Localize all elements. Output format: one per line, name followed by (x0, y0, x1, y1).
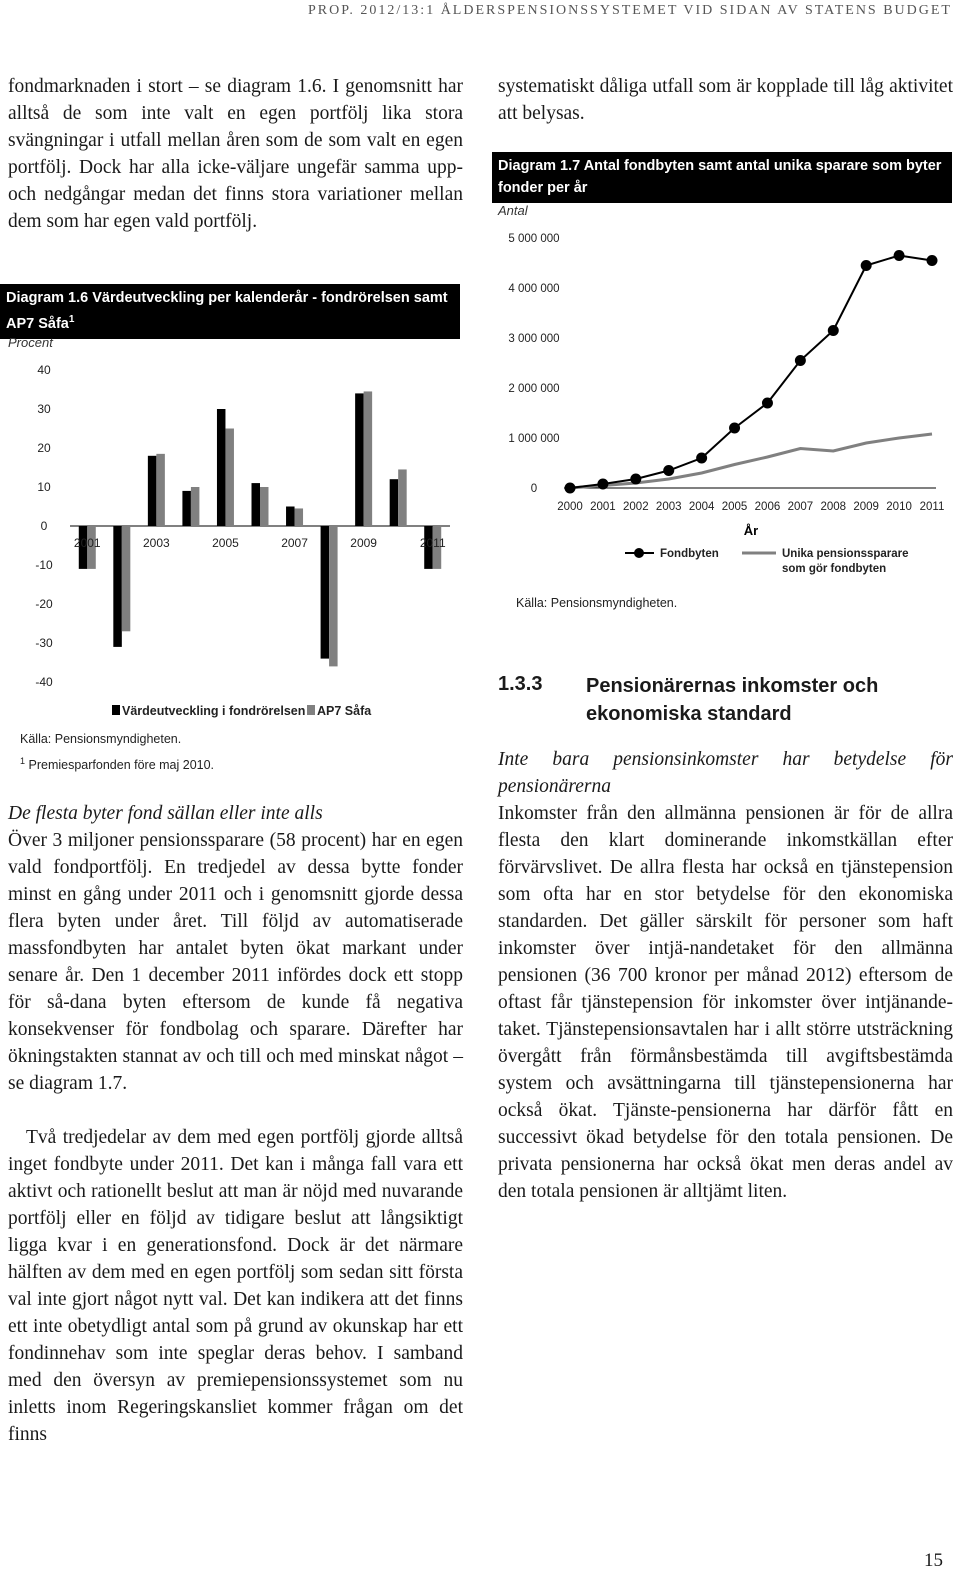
line-x-tick-label: 2004 (688, 501, 715, 513)
line-legend-marker (634, 548, 644, 558)
bar-2007-ap7-safa (295, 508, 304, 526)
line-legend (625, 548, 909, 575)
diagram-1-7-unit: Antal (498, 203, 528, 218)
bar-y-tick-label: 40 (37, 363, 51, 377)
line-x-tick-label: 2010 (886, 501, 912, 513)
section-number: 1.3.3 (498, 673, 543, 695)
bar-x-tick-label: 2011 (419, 536, 446, 550)
diagram-1-6-footnote (20, 756, 214, 772)
line-x-tick-label: 2000 (557, 501, 583, 513)
bar-2010-ap7-safa (398, 469, 407, 526)
left-paragraph-2: Två tredjedelar av dem med egen portfölj gjorde alltså inget fondbyte under 2011. Det kan i många fall vara ett aktivt och rationellt beslut att man är nöjd med nuvarande portfölj eller en följd av tidigare beslut att långsiktigt ligga kvar i en generationsfond. Dock är det närmare hälften av dem med en egen portfölj som sedan sitt första val inte gjort något nytt val. Det kan indikera att det finns ett inte obetydligt antal som på grund av okunskap har ett fondinnehav som inte speglar deras behov. I samband med den översyn av premiepensionssystemet som nu inletts inom Regeringskansliet kommer frågan om det finns (8, 1127, 463, 1445)
line-x-ticks (557, 501, 944, 513)
line-chart-1-7 (492, 220, 960, 590)
bar-chart-1-6 (0, 352, 470, 732)
diagram-1-7-source: Källa: Pensionsmyndigheten. (516, 596, 678, 610)
bar-2009-fondrorelsen (355, 393, 364, 526)
line-x-tick-label: 2007 (787, 501, 814, 513)
bar-2006-ap7-safa (260, 487, 269, 526)
bar-x-tick-label: 2009 (350, 536, 377, 550)
bar-2003-ap7-safa (156, 454, 165, 526)
line-x-label: År (743, 523, 759, 538)
bar-2002-fondrorelsen (113, 526, 122, 647)
bar-y-tick-label: 0 (40, 519, 48, 533)
bar-2002-ap7-safa (122, 526, 130, 631)
bar-y-tick-label: 10 (37, 480, 51, 494)
line-point-2004 (696, 453, 707, 464)
bar-2006-fondrorelsen (252, 483, 261, 526)
line-y-ticks (508, 233, 559, 495)
bar-2008-fondrorelsen (321, 526, 330, 659)
line-x-tick-label: 2002 (623, 501, 649, 513)
bar-x-tick-label: 2003 (143, 536, 170, 550)
intro-paragraph-right: systematiskt dåliga utfall som är kopplade till låg aktivitet att belysas. (498, 76, 953, 124)
bar-legend-label: AP7 Såfa (317, 704, 372, 718)
line-x-tick-label: 2005 (721, 501, 748, 513)
bar-legend-label: Värdeutveckling i fondrörelsen (122, 704, 306, 718)
bar-y-tick-label: -40 (35, 675, 53, 689)
bar-y-tick-label: 20 (37, 441, 51, 455)
line-point-2001 (597, 479, 608, 490)
right-paragraph-1: Inkomster från den allmänna pensionen är för de allra flesta den klart dominerande inkomstkällan efter förvärvslivet. De allra flesta har också en tjänstepension som ofta har en stor betydelse för den ekonomiska standarden. Det gäller särskilt för personer som haft inkomster över intjä-nandetaket för den allmänna pensionen (36 700 kronor per månad 2012) eftersom de oftast får tjänstepension för inkomster över intjänande-taket. Tjänstepensionsavtalen har i allt större utsträckning övergått från förmånsbestämda till avgiftsbestämda system och avsättningarna till tjänstepensionerna har också ökat. Tjänste-pensionerna har därför fått en successivt ökad betydelse för den totala pensionen. De privata pensionerna har också ökat men deras andel av den totala pensionen är alltjämt liten. (498, 803, 953, 1202)
line-point-2002 (630, 474, 641, 485)
line-legend-label-fondbyten: Fondbyten (660, 548, 719, 560)
line-x-tick-label: 2006 (754, 501, 781, 513)
line-x-tick-label: 2001 (590, 501, 616, 513)
footnote-text: Premiesparfonden före maj 2010. (28, 758, 215, 773)
bar-y-ticks (35, 363, 53, 689)
line-point-2003 (663, 465, 674, 476)
bar-2007-fondrorelsen (286, 507, 295, 527)
bar-legend-swatch (307, 705, 315, 715)
line-y-tick-label: 2 000 000 (508, 383, 560, 395)
line-y-tick-label: 5 000 000 (508, 233, 560, 245)
line-x-tick-label: 2009 (853, 501, 879, 513)
line-point-2010 (894, 250, 905, 261)
diagram-1-6-title-text: Diagram 1.6 Värdeutveckling per kalenderår - fondrörelsen samt AP7 Såfa (6, 290, 448, 332)
bar-x-tick-label: 2001 (73, 536, 101, 550)
line-point-2008 (828, 325, 839, 336)
line-x-tick-label: 2011 (919, 501, 945, 513)
line-point-2006 (762, 398, 773, 409)
diagram-1-6-title-sup: 1 (68, 314, 75, 325)
bar-2003-fondrorelsen (148, 456, 157, 526)
line-point-2000 (565, 483, 576, 494)
diagram-1-6-unit: Procent (8, 335, 53, 350)
bar-x-tick-label: 2005 (212, 536, 239, 550)
bar-marks (79, 391, 441, 666)
bar-y-tick-label: -20 (35, 597, 53, 611)
diagram-1-6-source: Källa: Pensionsmyndigheten. (20, 732, 182, 746)
bar-2005-ap7-safa (225, 429, 234, 527)
bar-2009-ap7-safa (364, 391, 373, 526)
bar-y-tick-label: 30 (37, 402, 51, 416)
line-point-2009 (861, 260, 872, 271)
line-x-tick-label: 2003 (655, 501, 682, 513)
line-y-tick-label: 0 (530, 483, 538, 495)
diagram-1-7-title: Diagram 1.7 Antal fondbyten samt antal unika sparare som byter fonder per år (492, 152, 952, 203)
bar-2004-fondrorelsen (182, 491, 191, 526)
bar-legend (112, 704, 372, 718)
running-header: PROP. 2012/13:1 ÅLDERSPENSIONSSYSTEMET VID SIDAN AV STATENS BUDGET (307, 3, 952, 18)
left-subheading: De flesta byter fond sällan eller inte alls (8, 803, 323, 824)
diagram-1-6-title (0, 284, 460, 339)
line-legend-label-unika: Unika pensionssparare som gör fondbyten (782, 548, 909, 575)
bar-2010-fondrorelsen (390, 479, 399, 526)
line-point-2011 (927, 255, 938, 266)
bar-2004-ap7-safa (191, 487, 200, 526)
bar-y-tick-label: -30 (35, 636, 53, 650)
line-point-2007 (795, 355, 806, 366)
page-number: 15 (924, 1550, 943, 1571)
bar-2008-ap7-safa (329, 526, 338, 666)
bar-2005-fondrorelsen (217, 409, 226, 526)
footnote-sup: 1 (20, 756, 26, 766)
line-y-tick-label: 4 000 000 (508, 283, 560, 295)
line-y-tick-label: 1 000 000 (508, 433, 560, 445)
right-subheading: Inte bara pensionsinkomster har betydelse för pensionärerna (498, 749, 953, 797)
line-marks (565, 250, 938, 494)
bar-y-tick-label: -10 (35, 558, 53, 572)
line-point-2005 (729, 423, 740, 434)
line-y-tick-label: 3 000 000 (508, 333, 560, 345)
line-x-tick-label: 2008 (820, 501, 847, 513)
intro-paragraph-left: fondmarknaden i stort – se diagram 1.6. I genomsnitt har alltså de som inte valt en egen portfölj lika stora svängningar i utfall mellan åren som de som valt en egen portfölj. Dock har alla icke-väljare ungefär samma upp- och nedgångar medan det finns stora variationer mellan dem som har egen vald portfölj. (8, 76, 463, 232)
line-series-fondbyten (570, 256, 932, 489)
section-title: Pensionärernas inkomster och ekonomiska standard (586, 675, 879, 725)
left-paragraph-1: Över 3 miljoner pensionssparare (58 procent) har en egen vald fondportfölj. En tredjedel av dessa bytte fonder minst en gång under 2011 och i genomsnitt gjorde dessa flera byten under året. Till följd av automatiserade massfondbyten har antalet byten ökat markant under senare år. Den 1 december 2011 infördes dock ett stopp för så-dana byten eftersom de kunde få negativa konsekvenser för fondbolag och sparare. Därefter har ökningstakten stannat av och till och med minskat något – se diagram 1.7. (8, 830, 463, 1094)
bar-legend-swatch (112, 705, 120, 715)
bar-x-tick-label: 2007 (281, 536, 308, 550)
